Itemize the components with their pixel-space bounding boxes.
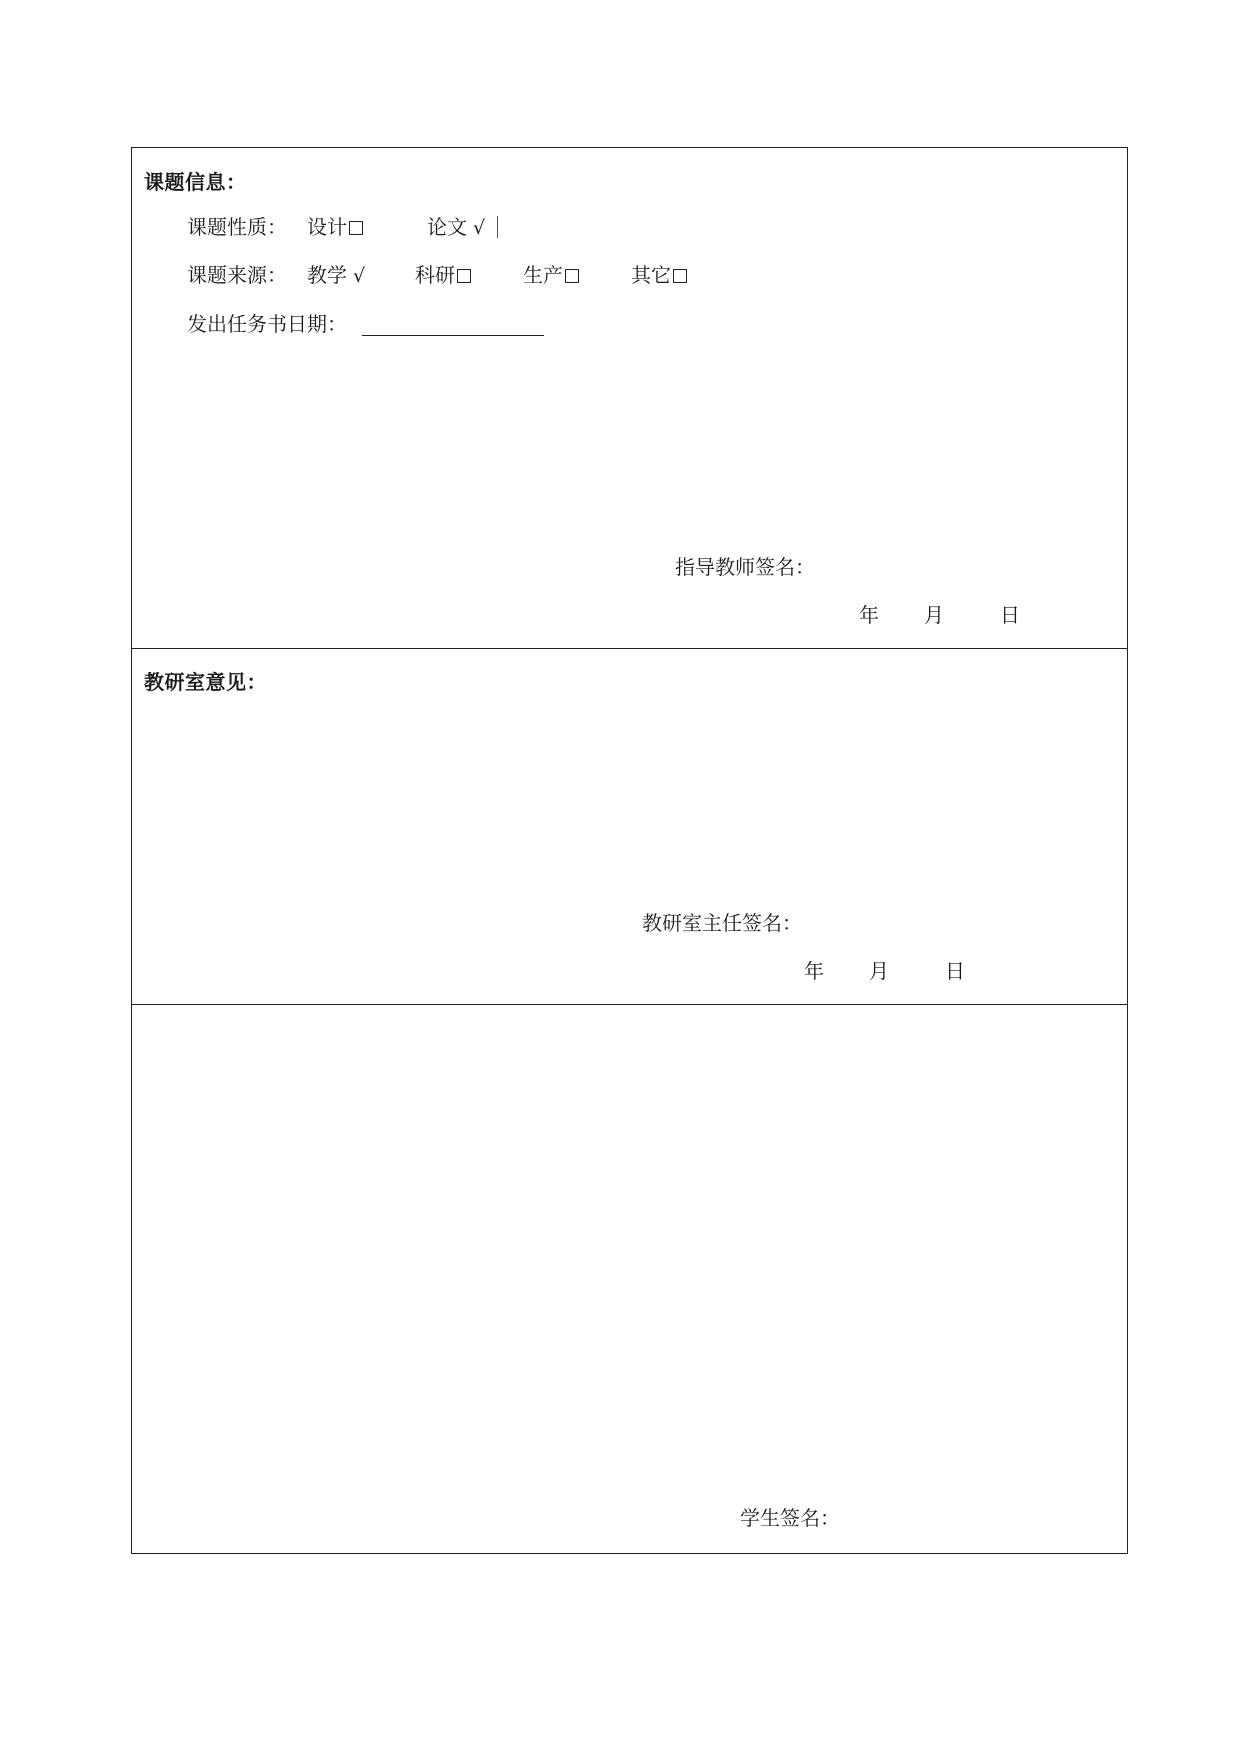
student-signature-label: 学生签名： [740,1506,840,1530]
nature-option-design[interactable] [307,211,363,240]
source-production-checkbox[interactable] [565,269,579,283]
office-date-day: 日 [945,959,965,983]
source-option-production-label: 生产 [523,263,563,287]
nature-thesis-checkmark: √ [473,217,486,239]
source-option-production[interactable] [523,259,579,288]
student-section [132,1005,1127,1553]
nature-option-thesis-label: 论文 [427,215,467,239]
source-teaching-checkmark: √ [353,265,366,287]
nature-design-checkbox[interactable] [349,221,363,235]
advisor-date-month: 月 [924,603,944,627]
source-option-other[interactable] [631,259,687,288]
office-opinion-section [132,649,1127,1005]
office-opinion-heading: 教研室意见： [144,670,267,694]
source-option-teaching-label: 教学 [307,263,347,287]
office-date-year: 年 [804,959,824,983]
nature-option-thesis[interactable] [427,211,498,240]
nature-option-design-label: 设计 [307,215,347,239]
source-option-teaching[interactable] [307,259,365,288]
source-other-checkbox[interactable] [673,269,687,283]
advisor-signature-label: 指导教师签名： [675,555,815,579]
advisor-date-year: 年 [859,603,879,627]
advisor-date-day: 日 [1000,603,1020,627]
task-form-table [131,147,1128,1554]
source-research-checkbox[interactable] [457,269,471,283]
topic-source-row [187,259,287,288]
source-option-research[interactable] [415,259,471,288]
director-signature-label: 教研室主任签名： [642,911,802,935]
issue-date-underline [362,335,544,336]
source-option-research-label: 科研 [415,263,455,287]
topic-nature-label: 课题性质： [187,215,287,239]
office-date-month: 月 [869,959,889,983]
topic-source-label: 课题来源： [187,263,287,287]
text-cursor-mark [497,216,498,238]
issue-date-label: 发出任务书日期： [187,312,347,336]
topic-info-section [132,148,1127,649]
source-option-other-label: 其它 [631,263,671,287]
topic-info-heading: 课题信息： [144,170,247,194]
topic-nature-row [187,211,287,240]
